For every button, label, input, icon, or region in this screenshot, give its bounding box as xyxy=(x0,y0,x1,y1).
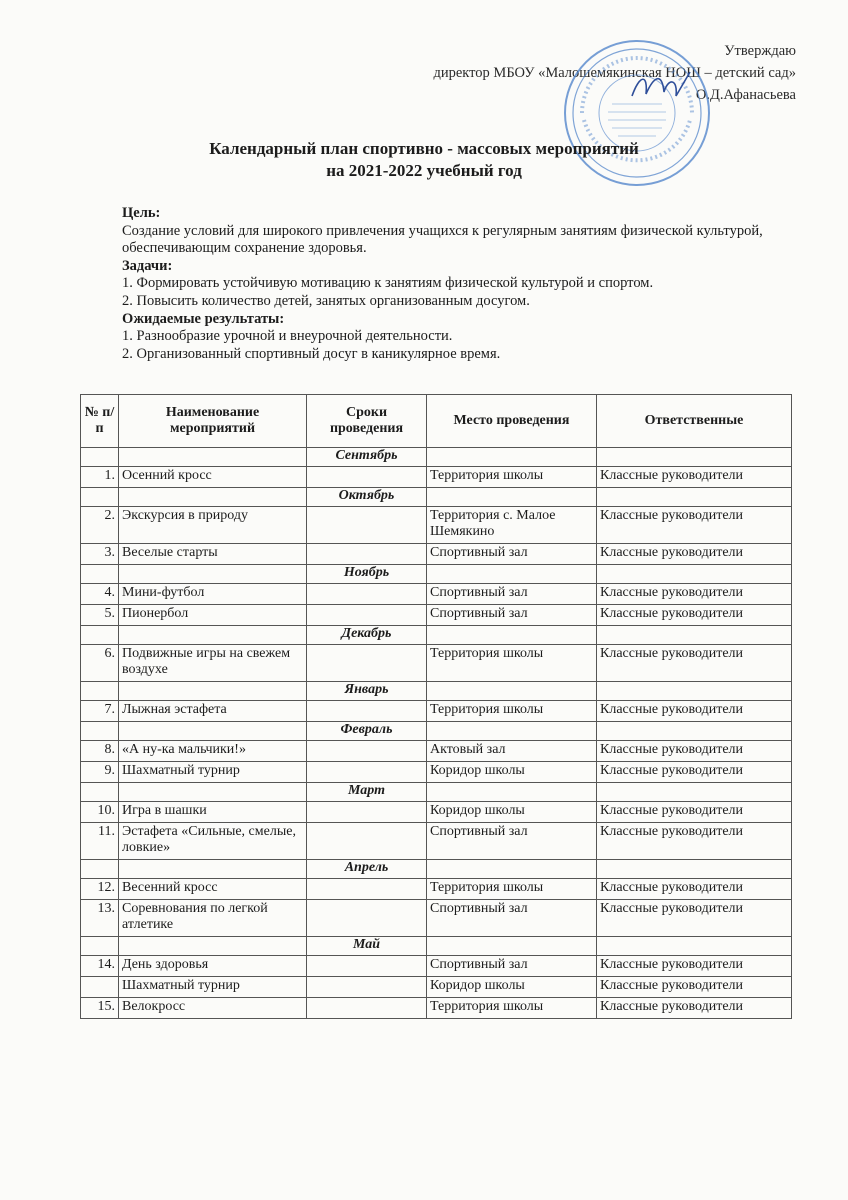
month-empty-cell xyxy=(597,626,792,645)
month-row xyxy=(81,682,792,701)
month-empty-cell xyxy=(119,937,307,956)
event-name: Игра в шашки xyxy=(119,802,307,823)
month-name: Апрель xyxy=(307,860,427,879)
event-responsible: Классные руководители xyxy=(597,507,792,544)
event-dates xyxy=(307,802,427,823)
event-number: 4. xyxy=(81,584,119,605)
event-place: Спортивный зал xyxy=(427,823,597,860)
table-row xyxy=(81,879,792,900)
event-name: Весенний кросс xyxy=(119,879,307,900)
header-event-name: Наименование мероприятий xyxy=(119,395,307,448)
event-place: Коридор школы xyxy=(427,977,597,998)
event-dates xyxy=(307,645,427,682)
event-number: 11. xyxy=(81,823,119,860)
month-empty-cell xyxy=(427,722,597,741)
approval-line-1: Утверждаю xyxy=(724,43,796,59)
event-place: Территория школы xyxy=(427,879,597,900)
month-name: Январь xyxy=(307,682,427,701)
event-place: Коридор школы xyxy=(427,802,597,823)
title-line-1: Календарный план спортивно - массовых мероприятий xyxy=(209,139,639,158)
header-place: Место проведения xyxy=(427,395,597,448)
event-place: Спортивный зал xyxy=(427,956,597,977)
event-dates xyxy=(307,741,427,762)
event-place: Территория школы xyxy=(427,645,597,682)
month-name: Октябрь xyxy=(307,488,427,507)
event-number: 8. xyxy=(81,741,119,762)
header-dates: Сроки проведения xyxy=(307,395,427,448)
event-place: Территория школы xyxy=(427,467,597,488)
event-dates xyxy=(307,584,427,605)
month-num-cell xyxy=(81,488,119,507)
event-name: День здоровья xyxy=(119,956,307,977)
event-name: Пионербол xyxy=(119,605,307,626)
event-number: 3. xyxy=(81,544,119,565)
event-responsible: Классные руководители xyxy=(597,762,792,783)
table-row xyxy=(81,584,792,605)
month-empty-cell xyxy=(119,488,307,507)
month-empty-cell xyxy=(119,783,307,802)
event-responsible: Классные руководители xyxy=(597,741,792,762)
month-row xyxy=(81,626,792,645)
goal-text: Создание условий для широкого привлечения учащихся к регулярным занятиям физической культурой, обеспечивающим сохранение здоровья. xyxy=(122,222,763,257)
event-responsible: Классные руководители xyxy=(597,879,792,900)
event-responsible: Классные руководители xyxy=(597,802,792,823)
event-responsible: Классные руководители xyxy=(597,977,792,998)
month-empty-cell xyxy=(119,565,307,584)
table-row xyxy=(81,900,792,937)
goals-section xyxy=(122,205,782,363)
header-responsible: Ответственные xyxy=(597,395,792,448)
table-row xyxy=(81,507,792,544)
month-name: Май xyxy=(307,937,427,956)
month-empty-cell xyxy=(597,860,792,879)
title-line-2: на 2021-2022 учебный год xyxy=(326,161,522,180)
month-empty-cell xyxy=(597,682,792,701)
month-num-cell xyxy=(81,682,119,701)
result-item: 1. Разнообразие урочной и внеурочной деятельности. xyxy=(122,328,453,345)
table-row xyxy=(81,802,792,823)
event-number: 9. xyxy=(81,762,119,783)
month-empty-cell xyxy=(119,682,307,701)
month-num-cell xyxy=(81,860,119,879)
table-row xyxy=(81,956,792,977)
month-empty-cell xyxy=(427,682,597,701)
event-number xyxy=(81,977,119,998)
month-empty-cell xyxy=(119,626,307,645)
header-number: № п/п xyxy=(81,395,119,448)
month-num-cell xyxy=(81,937,119,956)
month-num-cell xyxy=(81,565,119,584)
event-name: Подвижные игры на свежем воздухе xyxy=(119,645,307,682)
event-dates xyxy=(307,823,427,860)
goal-heading: Цель: xyxy=(122,205,161,221)
month-row xyxy=(81,722,792,741)
month-name: Сентябрь xyxy=(307,448,427,467)
event-responsible: Классные руководители xyxy=(597,956,792,977)
tasks-heading: Задачи: xyxy=(122,257,173,274)
month-empty-cell xyxy=(597,722,792,741)
month-num-cell xyxy=(81,783,119,802)
month-empty-cell xyxy=(597,488,792,507)
event-dates xyxy=(307,467,427,488)
table-row xyxy=(81,605,792,626)
event-dates xyxy=(307,900,427,937)
event-number: 13. xyxy=(81,900,119,937)
event-number: 15. xyxy=(81,998,119,1019)
event-number: 12. xyxy=(81,879,119,900)
month-name: Ноябрь xyxy=(307,565,427,584)
month-row xyxy=(81,488,792,507)
event-name: Осенний кросс xyxy=(119,467,307,488)
event-dates xyxy=(307,605,427,626)
month-num-cell xyxy=(81,626,119,645)
month-empty-cell xyxy=(597,448,792,467)
event-dates xyxy=(307,701,427,722)
table-row xyxy=(81,544,792,565)
event-place: Спортивный зал xyxy=(427,900,597,937)
event-responsible: Классные руководители xyxy=(597,645,792,682)
month-empty-cell xyxy=(597,783,792,802)
event-place: Спортивный зал xyxy=(427,584,597,605)
event-dates xyxy=(307,507,427,544)
event-name: Шахматный турнир xyxy=(119,762,307,783)
event-responsible: Классные руководители xyxy=(597,584,792,605)
month-num-cell xyxy=(81,448,119,467)
month-empty-cell xyxy=(119,860,307,879)
event-place: Спортивный зал xyxy=(427,605,597,626)
event-name: Велокросс xyxy=(119,998,307,1019)
table-row xyxy=(81,467,792,488)
month-empty-cell xyxy=(427,937,597,956)
month-empty-cell xyxy=(597,937,792,956)
event-dates xyxy=(307,998,427,1019)
event-responsible: Классные руководители xyxy=(597,544,792,565)
event-number: 2. xyxy=(81,507,119,544)
event-dates xyxy=(307,544,427,565)
event-place: Территория школы xyxy=(427,701,597,722)
event-number: 10. xyxy=(81,802,119,823)
event-number: 14. xyxy=(81,956,119,977)
event-responsible: Классные руководители xyxy=(597,900,792,937)
approval-line-3: О.Д.Афанасьева xyxy=(695,87,796,103)
task-item: 1. Формировать устойчивую мотивацию к занятиям физической культурой и спортом. xyxy=(122,275,654,292)
month-name: Март xyxy=(307,783,427,802)
event-responsible: Классные руководители xyxy=(597,823,792,860)
month-empty-cell xyxy=(427,626,597,645)
month-empty-cell xyxy=(427,448,597,467)
result-item: 2. Организованный спортивный досуг в каникулярное время. xyxy=(122,345,501,362)
event-dates xyxy=(307,977,427,998)
month-empty-cell xyxy=(427,488,597,507)
results-heading: Ожидаемые результаты: xyxy=(122,310,285,327)
table-body xyxy=(81,448,792,1019)
event-name: Шахматный турнир xyxy=(119,977,307,998)
month-row xyxy=(81,448,792,467)
event-number: 1. xyxy=(81,467,119,488)
event-responsible: Классные руководители xyxy=(597,701,792,722)
month-row xyxy=(81,860,792,879)
month-row xyxy=(81,783,792,802)
table-row xyxy=(81,701,792,722)
month-empty-cell xyxy=(597,565,792,584)
approval-line-2: директор МБОУ «Малошемякинская НОШ – детский сад» xyxy=(433,65,796,81)
event-name: Веселые старты xyxy=(119,544,307,565)
month-num-cell xyxy=(81,722,119,741)
table-header-row xyxy=(81,395,792,448)
event-dates xyxy=(307,762,427,783)
table-row xyxy=(81,645,792,682)
event-name: Эстафета «Сильные, смелые, ловкие» xyxy=(119,823,307,860)
event-number: 5. xyxy=(81,605,119,626)
event-place: Территория с. Малое Шемякино xyxy=(427,507,597,544)
event-number: 6. xyxy=(81,645,119,682)
event-place: Спортивный зал xyxy=(427,544,597,565)
month-name: Февраль xyxy=(307,722,427,741)
event-responsible: Классные руководители xyxy=(597,467,792,488)
task-item: 2. Повысить количество детей, занятых организованным досугом. xyxy=(122,292,530,309)
event-place: Коридор школы xyxy=(427,762,597,783)
event-responsible: Классные руководители xyxy=(597,998,792,1019)
month-row xyxy=(81,565,792,584)
month-name: Декабрь xyxy=(307,626,427,645)
month-empty-cell xyxy=(427,783,597,802)
event-name: Соревнования по легкой атлетике xyxy=(119,900,307,937)
month-empty-cell xyxy=(119,722,307,741)
event-place: Территория школы xyxy=(427,998,597,1019)
event-name: Мини-футбол xyxy=(119,584,307,605)
month-empty-cell xyxy=(427,565,597,584)
month-row xyxy=(81,937,792,956)
event-responsible: Классные руководители xyxy=(597,605,792,626)
events-table xyxy=(80,394,792,1019)
month-empty-cell xyxy=(119,448,307,467)
event-name: Лыжная эстафета xyxy=(119,701,307,722)
event-dates xyxy=(307,956,427,977)
event-name: Экскурсия в природу xyxy=(119,507,307,544)
event-number: 7. xyxy=(81,701,119,722)
table-row xyxy=(81,977,792,998)
month-empty-cell xyxy=(427,860,597,879)
event-place: Актовый зал xyxy=(427,741,597,762)
page-title xyxy=(0,138,848,182)
table-row xyxy=(81,741,792,762)
signature-icon xyxy=(628,66,698,106)
table-row xyxy=(81,762,792,783)
table-row xyxy=(81,998,792,1019)
event-dates xyxy=(307,879,427,900)
event-name: «А ну-ка мальчики!» xyxy=(119,741,307,762)
table-row xyxy=(81,823,792,860)
